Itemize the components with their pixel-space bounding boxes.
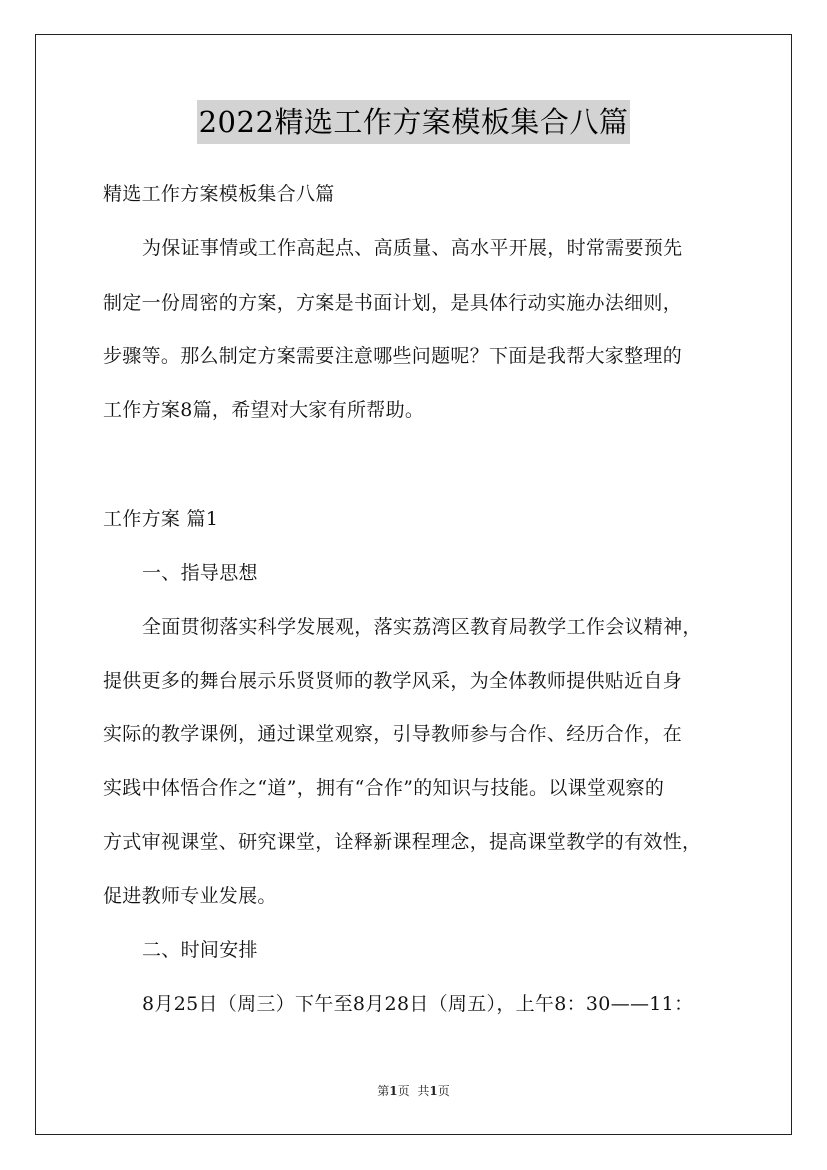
section-heading: 工作方案 篇1 (103, 508, 219, 530)
total-prefix: 共 (417, 1084, 430, 1098)
subtitle-line: 精选工作方案模板集合八篇 (103, 183, 335, 205)
page-footer (0, 1083, 827, 1099)
intro-line-4: 工作方案8篇，希望对大家有所帮助。 (103, 399, 425, 421)
body-line-1: 全面贯彻落实科学发展观，落实荔湾区教育局教学工作会议精神， (142, 616, 702, 638)
body-line-4: 实践中体悟合作之“道”，拥有“合作”的知识与技能。以课堂观察的 (103, 777, 665, 799)
body-line-2: 提供更多的舞台展示乐贤贤师的教学风采，为全体教师提供贴近自身 (103, 670, 683, 692)
title-container (0, 100, 827, 144)
body-line-6: 促进教师专业发展。 (103, 885, 277, 907)
page-current: 1 (389, 1084, 398, 1098)
heading-guiding-thought: 一、指导思想 (142, 562, 258, 584)
intro-line-2: 制定一份周密的方案，方案是书面计划，是具体行动实施办法细则， (103, 292, 683, 314)
heading-schedule: 二、时间安排 (142, 939, 258, 961)
page-prefix: 第 (377, 1084, 390, 1098)
body-line-3: 实际的教学课例，通过课堂观察，引导教师参与合作、经历合作，在 (103, 723, 683, 745)
schedule-line-1: 8月25日（周三）下午至8月28日（周五），上午8：30——11： (142, 993, 694, 1015)
body-line-5: 方式审视课堂、研究课堂，诠释新课程理念，提高课堂教学的有效性， (103, 831, 702, 853)
total-suffix: 页 (437, 1084, 450, 1098)
document-title: 2022精选工作方案模板集合八篇 (197, 100, 631, 144)
intro-line-1: 为保证事情或工作高起点、高质量、高水平开展，时常需要预先 (142, 237, 683, 259)
page-total: 1 (429, 1084, 438, 1098)
page-suffix: 页 (397, 1084, 410, 1098)
intro-line-3: 步骤等。那么制定方案需要注意哪些问题呢？下面是我帮大家整理的 (103, 345, 683, 367)
